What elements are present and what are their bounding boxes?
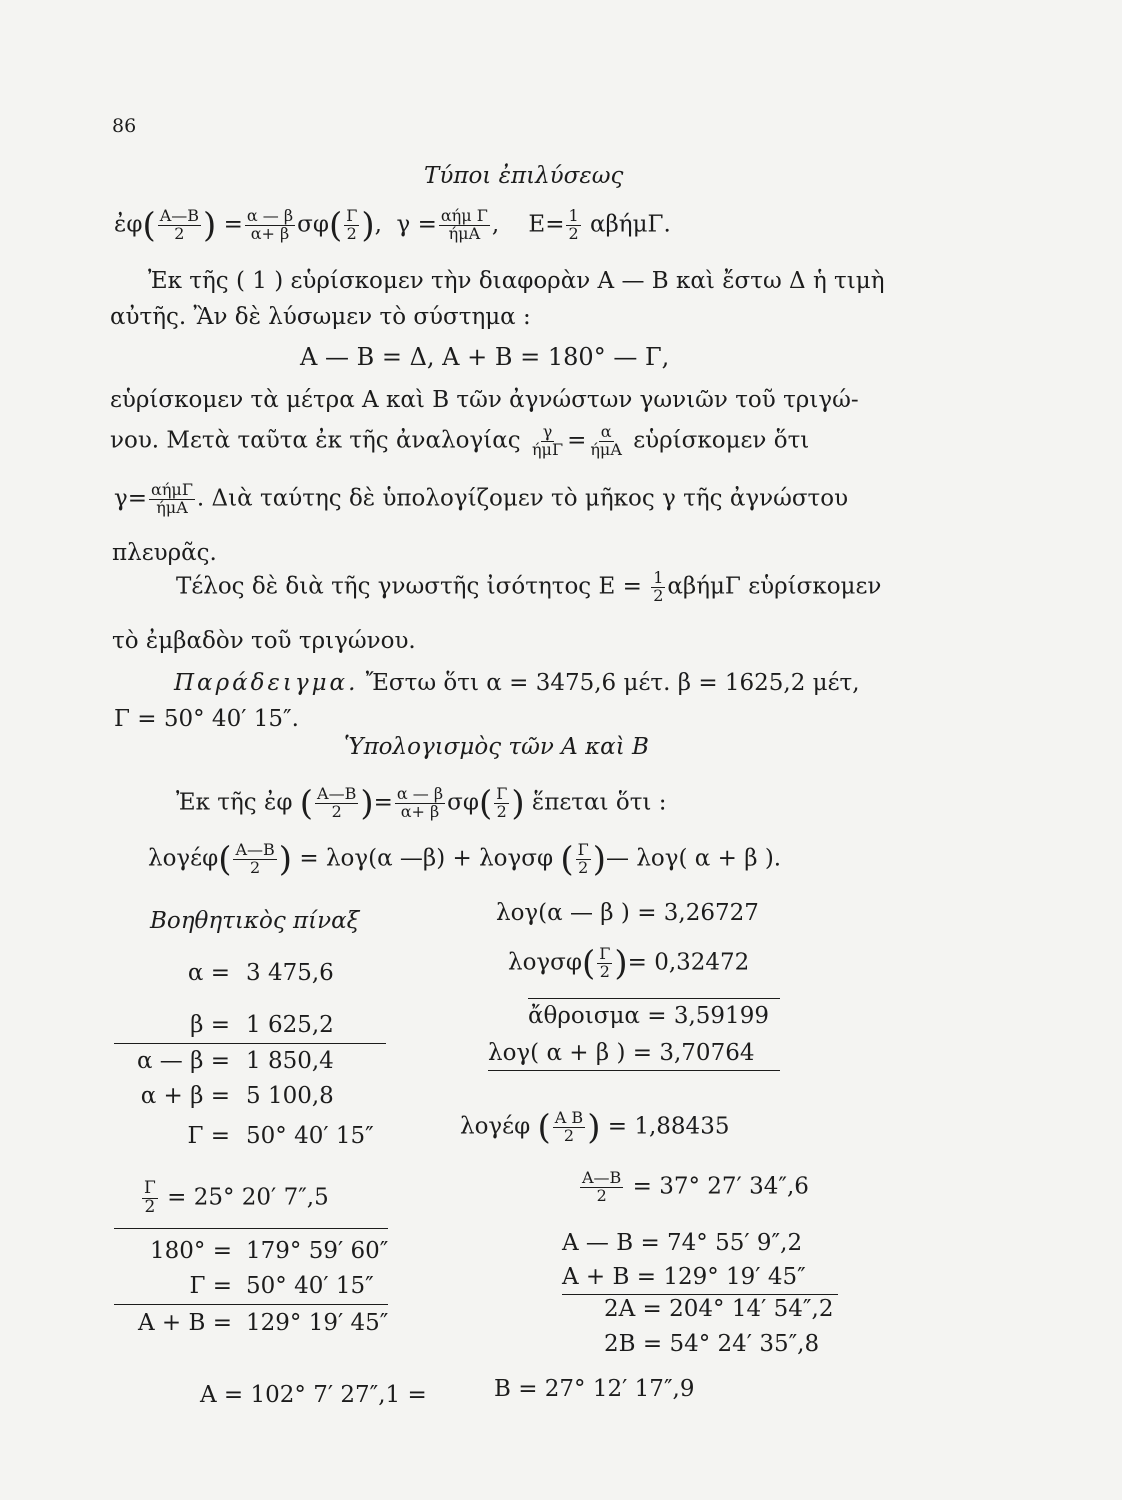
result-value: 204° 14′ 54″,2 <box>669 1296 834 1322</box>
para4-line1 <box>176 570 881 605</box>
para2-frac2-num: α <box>600 422 612 441</box>
log-two-b: 2 <box>578 857 589 877</box>
result-label: 2Α = <box>604 1296 662 1322</box>
half-g-value: = 25° 20′ 7″,5 <box>167 1184 329 1211</box>
sub-label: Α + Β = <box>138 1310 232 1336</box>
from-formula-line: Ἐκ τῆς ἐφ ( $\frac{A—B}{2}$ )= $\frac{\alpha — \beta}{\alpha+ \beta}$ σφ( $\frac{\Gamma}{2}$ ) ἕπεται ὅτι : <box>176 783 667 824</box>
from-text-b: ἕπεται ὅτι : <box>531 789 667 816</box>
from-two: 2 <box>331 801 342 821</box>
aux-value: 3 475,6 <box>246 960 334 986</box>
aux-value: 5 100,8 <box>246 1083 334 1109</box>
result-divider <box>562 1294 838 1295</box>
formula-gamma-eq: γ = <box>396 211 437 238</box>
para3-frac-num: αήμΓ <box>151 480 193 499</box>
sub-value: 129° 19′ 45″ <box>246 1310 389 1336</box>
from-apb: α+ β <box>400 801 440 821</box>
para3-line1 <box>114 482 848 517</box>
para4-text-a: Τέλος δὲ διὰ τῆς γνωστῆς ἰσότητος Ε = <box>176 573 642 600</box>
result-value: 129° 19′ 45″ <box>663 1264 806 1290</box>
log-row-value: 3,26727 <box>663 900 759 926</box>
page-number: 86 <box>112 115 137 137</box>
sub-divider-2 <box>114 1304 388 1305</box>
half-g-num: Γ <box>144 1178 156 1198</box>
formula-one: 1 <box>568 206 579 225</box>
para2-frac1-num: γ <box>542 422 553 441</box>
para1-line1: Ἐκ τῆς ( 1 ) εὑρίσκομεν τὴν διαφορὰν Α — Β καὶ ἔστω Δ ἡ τιμὴ <box>148 268 885 294</box>
formula-comma: , <box>491 211 500 238</box>
aux-label: α + β = <box>140 1083 230 1109</box>
example-text: Ἔστω ὅτι α = 3475,6 μέτ. β = 1625,2 μέτ, <box>365 670 860 696</box>
from-two-b: 2 <box>496 801 507 821</box>
para4-frac-den: 2 <box>653 585 664 605</box>
logef-num: Α Β <box>554 1108 584 1127</box>
from-g: Γ <box>496 784 508 803</box>
aux-value: 50° 40′ 15″ <box>246 1123 374 1149</box>
result-row <box>562 1232 802 1255</box>
sub-divider-1 <box>114 1228 388 1229</box>
aux-label: α = <box>187 960 230 986</box>
logef-den: 2 <box>563 1125 575 1145</box>
formula-ab-num: Α—Β <box>159 206 200 225</box>
para2-equals: = <box>567 427 587 454</box>
log-two: 2 <box>250 857 261 877</box>
logsf-g: Γ <box>599 944 611 963</box>
para2-line2 <box>110 424 809 459</box>
sub-value: 179° 59′ 60″ <box>246 1238 389 1264</box>
final-b: Β = 27° 12′ 17″,9 <box>494 1376 695 1402</box>
log-end: — λογ( α + β ). <box>606 845 782 872</box>
from-text-a: Ἐκ τῆς ἐφ <box>176 789 293 816</box>
log-row-label: ἄθροισμα = <box>528 1003 667 1029</box>
log-row <box>528 1005 769 1028</box>
formula-line: ἐφ( $\frac{A—B}{2}$ ) = $\frac{\alpha — \beta}{\alpha+ \beta}$ σφ( $\frac{\Gamma}{2}$ ), γ = $\frac{\text{αήμ Γ}}{\text{ήμΑ}}$ , Ε= $\frac{1}{2}$ αβήμΓ. <box>114 205 671 246</box>
half-g-den: 2 <box>144 1196 156 1217</box>
logsf-two: 2 <box>599 961 610 981</box>
system-equation: Α — Β = Δ, Α + Β = 180° — Γ, <box>300 343 670 371</box>
log-row <box>496 902 759 925</box>
formula-abhmg: αβήμΓ. <box>589 211 671 238</box>
result-value: 74° 55′ 9″,2 <box>667 1230 803 1256</box>
sub-value: 50° 40′ 15″ <box>246 1273 374 1299</box>
formula-ef: ἐφ <box>114 211 143 238</box>
half-diff-num: Α—Β <box>582 1168 622 1187</box>
log-g: Γ <box>577 840 589 859</box>
para3-line2: πλευρᾶς. <box>112 540 217 566</box>
from-sf: σφ <box>447 789 479 816</box>
half-g-line <box>140 1180 329 1217</box>
sub-label: Γ = <box>189 1273 232 1299</box>
formula-amb: α — β <box>246 206 294 225</box>
log-row <box>488 1042 754 1065</box>
log-formula-line: λογέφ( $\frac{A—B}{2}$ ) = λογ(α —β) + λογσφ ( $\frac{\Gamma}{2}$ )— λογ( α + β ). <box>148 839 782 880</box>
formula-two-c: 2 <box>568 223 579 243</box>
log-row-label: λογσφ <box>508 949 582 976</box>
para1-line2: αὐτῆς. Ἂν δὲ λύσωμεν τὸ σύστημα : <box>110 304 531 330</box>
half-diff-line <box>578 1170 809 1205</box>
aux-label: α — β = <box>136 1048 230 1074</box>
para2-text-b: εὑρίσκομεν ὅτι <box>633 427 810 454</box>
from-amb: α — β <box>396 784 444 803</box>
formula-g: Γ <box>346 206 358 225</box>
para3-gamma: γ= <box>114 485 148 512</box>
para3-frac-den: ήμΑ <box>156 497 188 517</box>
log-row-value: = 0,32472 <box>627 949 750 976</box>
sub-label: 180° = <box>150 1238 232 1264</box>
log-divider-2 <box>488 1070 780 1071</box>
para4-frac-num: 1 <box>653 568 664 587</box>
log-lhs: λογέφ <box>148 845 219 872</box>
log-row-label: λογ( α + β ) = <box>488 1040 653 1066</box>
aux-label: Γ = <box>187 1123 230 1149</box>
para4-text-b: αβήμΓ εὑρίσκομεν <box>667 573 882 600</box>
log-row-value: 3,59199 <box>673 1003 769 1029</box>
logef-label: λογέφ <box>460 1113 531 1140</box>
result-row <box>562 1266 806 1289</box>
from-ab: Α—Β <box>317 784 357 803</box>
log-row-label: λογ(α — β ) = <box>496 900 657 926</box>
para2-frac1-den: ήμΓ <box>531 439 564 459</box>
para2-line1: εὑρίσκομεν τὰ μέτρα Α καὶ Β τῶν ἀγνώστων γωνιῶν τοῦ τριγώ- <box>110 387 859 413</box>
para3-text: . Διὰ ταύτης δὲ ὑπολογίζομεν τὸ μῆκος γ τῆς ἀγνώστου <box>196 485 849 512</box>
aux-value: 1 850,4 <box>246 1048 334 1074</box>
half-diff-den: 2 <box>596 1185 607 1205</box>
formula-hma: ήμΑ <box>448 223 481 243</box>
formula-e-eq: Ε= <box>528 211 565 238</box>
log-divider <box>528 998 780 999</box>
half-diff-value: = 37° 27′ 34″,6 <box>632 1173 809 1200</box>
para2-text-a: νου. Μετὰ ταῦτα ἐκ τῆς ἀναλογίας <box>110 427 521 454</box>
formula-two-b: 2 <box>346 223 357 243</box>
para2-frac2-den: ήμΑ <box>590 439 622 459</box>
result-row <box>604 1333 819 1356</box>
aux-label: β = <box>190 1012 230 1038</box>
result-label: Α — Β = <box>562 1230 660 1256</box>
result-row <box>604 1298 833 1321</box>
log-row-value: 3,70764 <box>659 1040 755 1066</box>
logef-line: λογέφ ( $\frac{\text{Α Β}}{2}$ ) = 1,88435 <box>460 1107 730 1148</box>
result-value: 54° 24′ 35″,8 <box>669 1331 820 1357</box>
formula-apb: α+ β <box>250 223 290 243</box>
section-heading: Τύποι ἐπιλύσεως <box>424 163 624 189</box>
aux-divider <box>114 1043 386 1044</box>
example-label: Παράδειγμα. <box>174 670 359 696</box>
calc-heading: Ὑπολογισμὸς τῶν Α καὶ Β <box>344 734 649 760</box>
final-a: Α = 102° 7′ 27″,1 = <box>200 1382 427 1408</box>
formula-two: 2 <box>174 223 185 243</box>
aux-table-title: Βοηθητικὸς πίναξ <box>150 908 360 934</box>
log-row: λογσφ( $\frac{\Gamma}{2}$ )= 0,32472 <box>508 943 750 984</box>
formula-sf: σφ <box>297 211 329 238</box>
formula-ahmg: αήμ Γ <box>440 206 488 225</box>
result-label: Α + Β = <box>562 1264 656 1290</box>
para4-line2: τὸ ἐμβαδὸν τοῦ τριγώνου. <box>112 628 416 654</box>
log-mid: = λογ(α —β) + λογσφ <box>299 845 554 872</box>
example-line1 <box>174 672 860 695</box>
result-label: 2Β = <box>604 1331 663 1357</box>
logef-value: = 1,88435 <box>607 1113 730 1140</box>
aux-value: 1 625,2 <box>246 1012 334 1038</box>
example-line2: Γ = 50° 40′ 15″. <box>114 706 299 732</box>
log-ab: Α—Β <box>235 840 275 859</box>
